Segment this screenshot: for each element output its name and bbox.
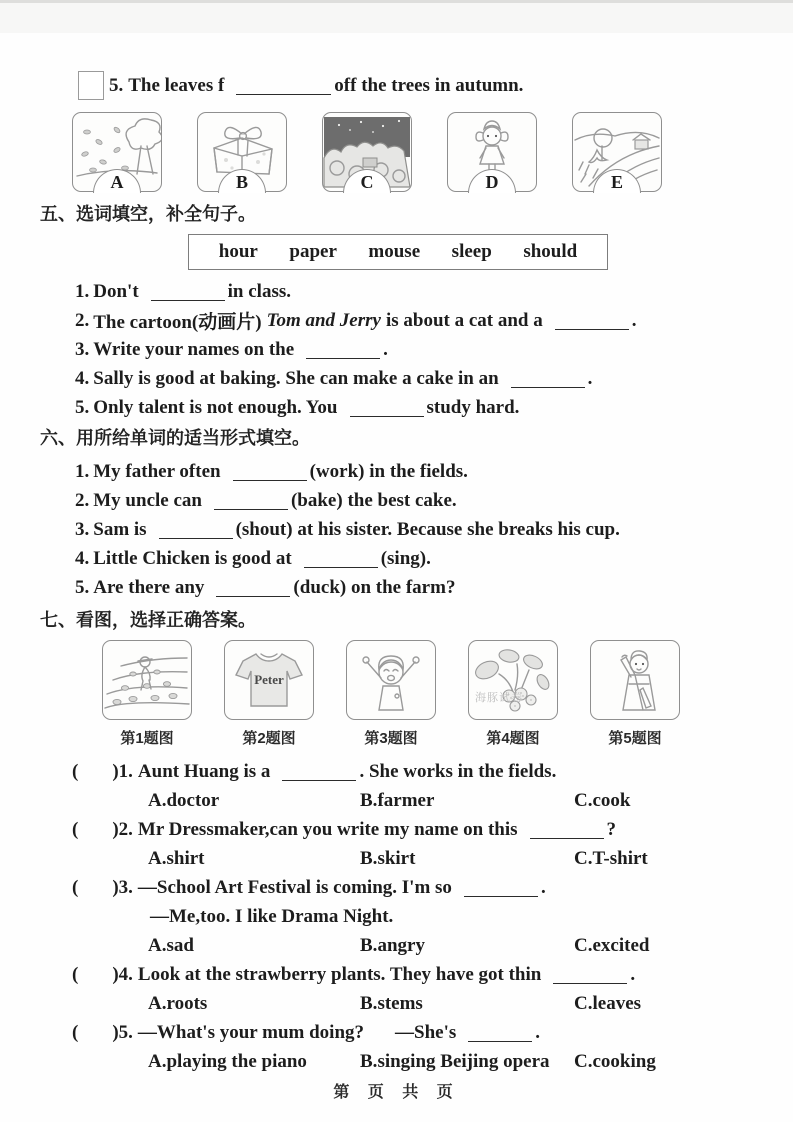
question-line: [72, 1018, 793, 1047]
option-a: [148, 790, 360, 812]
opera-boy-picture: [590, 640, 680, 720]
option-text: sad: [166, 934, 194, 956]
page-footer: 第 页 共 页: [333, 1084, 460, 1101]
answer-blank[interactable]: [530, 821, 604, 839]
question-picture-cell: [103, 640, 191, 748]
text-segment: My father often: [93, 460, 221, 482]
option-a: [148, 1051, 360, 1073]
text-segment: (work) in the fields.: [309, 460, 468, 482]
scan-edge: [0, 0, 793, 33]
answer-bracket-open[interactable]: (: [72, 818, 79, 840]
girl-standing-picture: [447, 112, 537, 192]
text-segment: Don't: [93, 280, 139, 302]
text-segment: (duck) on the farm?: [293, 576, 456, 598]
question-number: 5.: [109, 74, 124, 96]
answer-blank[interactable]: [555, 312, 629, 330]
option-text: cooking: [592, 1050, 656, 1072]
answer-bracket-open[interactable]: (: [72, 1021, 79, 1043]
option-label: A.: [148, 992, 167, 1014]
text-segment: Are there any: [93, 576, 205, 598]
option-text: playing the piano: [166, 1050, 307, 1072]
autumn-tree-picture: [72, 112, 162, 192]
text-segment: Sam is: [93, 518, 147, 540]
option-b: [360, 848, 574, 870]
item-number: 5.: [75, 576, 90, 598]
option-b: [360, 1051, 574, 1073]
answer-bracket-close: ): [112, 963, 119, 985]
answer-blank[interactable]: [159, 521, 233, 539]
text-segment: My uncle can: [93, 489, 202, 511]
option-label: C.: [574, 992, 593, 1014]
fill-blank-item: [75, 335, 793, 364]
section6-heading: 六、用所给单词的适当形式填空。: [40, 428, 310, 448]
question-picture-cell: [347, 640, 435, 748]
text-segment: Write your names on the: [93, 338, 295, 360]
text-segment: The cartoon(动画片): [93, 312, 262, 333]
picture-caption: 第1题图: [120, 730, 174, 747]
options-row: [148, 931, 793, 960]
option-c: [574, 993, 793, 1015]
fill-blank-item: [75, 486, 793, 515]
word-bank-item: should: [523, 241, 578, 262]
answer-blank[interactable]: [236, 77, 331, 95]
multiple-choice-question: [0, 757, 793, 815]
option-text: singing Beijing opera: [377, 1050, 550, 1072]
question-picture-cell: [591, 640, 679, 748]
answer-bracket-close: ): [112, 760, 119, 782]
text-segment: (shout) at his sister. Because she breaks his cup.: [235, 518, 620, 540]
picture-caption: 第2题图: [242, 730, 296, 747]
section7-questions: [0, 757, 793, 1076]
fill-blank-item: [75, 573, 793, 602]
question-number: 5.: [118, 1021, 133, 1043]
answer-blank[interactable]: [350, 399, 424, 417]
picture-letter-label: B: [218, 169, 266, 193]
option-label: A.: [148, 789, 167, 811]
item-number: 4.: [75, 367, 90, 389]
picture-caption: 第4题图: [486, 730, 540, 747]
answer-blank[interactable]: [233, 463, 307, 481]
option-text: shirt: [166, 847, 205, 869]
question-number: 3.: [118, 876, 133, 898]
option-text: stems: [377, 992, 423, 1014]
option-label: C.: [574, 1050, 593, 1072]
option-label: B.: [360, 1050, 378, 1072]
answer-bracket-close: ): [112, 1021, 119, 1043]
answer-blank[interactable]: [282, 763, 356, 781]
options-row: [148, 989, 793, 1018]
question-line: [72, 873, 793, 902]
picture-letter-label: D: [468, 169, 516, 193]
text-segment: Little Chicken is good at: [93, 547, 292, 569]
countryside-picture: [572, 112, 662, 192]
text-segment: Mr Dressmaker,can you write my name on this: [137, 818, 518, 840]
answer-blank[interactable]: [468, 1024, 532, 1042]
section5-items: [0, 277, 793, 422]
answer-blank[interactable]: [306, 341, 380, 359]
options-row: [148, 786, 793, 815]
text-segment: —What's your mum doing?: [137, 1021, 365, 1043]
answer-blank[interactable]: [511, 370, 585, 388]
picture-caption: 第5题图: [608, 730, 662, 747]
option-label: A.: [148, 934, 167, 956]
option-label: A.: [148, 847, 167, 869]
text-segment: (bake) the best cake.: [290, 489, 457, 511]
option-label: C.: [574, 934, 593, 956]
answer-blank[interactable]: [304, 550, 378, 568]
option-label: C.: [574, 789, 593, 811]
section6-items: [0, 457, 793, 602]
strawberry-plant-picture: [468, 640, 558, 720]
question-text: [128, 75, 528, 97]
text-segment: ?: [606, 818, 617, 840]
option-text: skirt: [377, 847, 416, 869]
item-number: 3.: [75, 338, 90, 360]
item-number: 1.: [75, 460, 90, 482]
answer-blank[interactable]: [151, 283, 225, 301]
question-picture-cell: [225, 640, 313, 748]
word-bank-item: paper: [289, 241, 337, 262]
multiple-choice-question: [0, 815, 793, 873]
option-label: C.: [574, 847, 593, 869]
answer-bracket-open[interactable]: (: [72, 963, 79, 985]
text-segment: —She's: [395, 1021, 457, 1043]
svg-text:Peter: Peter: [254, 672, 284, 687]
gift-box-picture: [197, 112, 287, 192]
question-line: [72, 757, 793, 786]
option-label: A.: [148, 1050, 167, 1072]
fill-blank-item: [75, 457, 793, 486]
word-bank-item: hour: [218, 241, 258, 262]
text-segment: Aunt Huang is a: [137, 760, 271, 782]
options-row: [148, 1047, 793, 1076]
option-text: cook: [592, 789, 631, 811]
item-number: 1.: [75, 280, 90, 302]
text-segment: is about a cat and a: [385, 309, 543, 331]
text-segment: .: [540, 876, 546, 898]
excited-girl-picture: [346, 640, 436, 720]
answer-bracket-close: ): [112, 818, 119, 840]
text-segment: .: [383, 338, 388, 360]
text-segment: —School Art Festival is coming. I'm so: [137, 876, 452, 898]
question-number: 2.: [118, 818, 133, 840]
text-segment: Tom and Jerry: [266, 309, 381, 331]
multiple-choice-question: [0, 960, 793, 1018]
question-number: 4.: [118, 963, 133, 985]
option-c: [574, 790, 793, 812]
picture-letter-label: A: [93, 169, 141, 193]
option-text: angry: [377, 934, 425, 956]
answer-blank[interactable]: [216, 579, 290, 597]
item-number: 2.: [75, 489, 90, 511]
option-a: [148, 993, 360, 1015]
answer-blank[interactable]: [214, 492, 288, 510]
item-number: 3.: [75, 518, 90, 540]
text-segment: in class.: [227, 280, 292, 302]
item-number: 4.: [75, 547, 90, 569]
option-c: [574, 935, 793, 957]
option-label: B.: [360, 934, 378, 956]
option-label: B.: [360, 847, 378, 869]
night-flowers-picture: [322, 112, 412, 192]
option-a: [148, 935, 360, 957]
text-segment: .: [535, 1021, 541, 1043]
picture-caption: 第3题图: [364, 730, 418, 747]
option-text: doctor: [166, 789, 220, 811]
options-row: [148, 844, 793, 873]
multiple-choice-question: [0, 1018, 793, 1076]
answer-bracket-close: ): [112, 876, 119, 898]
fill-blank-item: [75, 364, 793, 393]
fill-blank-item: [75, 306, 793, 335]
option-text: T-shirt: [592, 847, 648, 869]
question-line-continued: [150, 902, 793, 931]
question-number: 1.: [118, 760, 133, 782]
text-segment: .: [630, 963, 636, 985]
fill-blank-item: [75, 393, 793, 422]
fill-blank-item: [75, 544, 793, 573]
answer-blank[interactable]: [553, 966, 627, 984]
section5-heading: 五、选词填空，补全句子。: [40, 204, 256, 224]
farmer-field-picture: [102, 640, 192, 720]
word-bank: [188, 234, 608, 270]
text-segment: off the trees in autumn.: [334, 74, 524, 96]
picture-letter-label: E: [593, 169, 641, 193]
tshirt-picture: [224, 640, 314, 720]
text-segment: (sing).: [380, 547, 431, 569]
item-number: 2.: [75, 309, 90, 331]
text-segment: . She works in the fields.: [359, 760, 557, 782]
option-a: [148, 848, 360, 870]
text-segment: Only talent is not enough. You: [93, 396, 338, 418]
text-segment: .: [587, 367, 593, 389]
option-text: farmer: [377, 789, 435, 811]
option-b: [360, 935, 574, 957]
text-segment: study hard.: [426, 396, 520, 418]
section7-heading: 七、看图，选择正确答案。: [40, 610, 256, 630]
fill-blank-item: [75, 515, 793, 544]
text-segment: —Me,too. I like Drama Night.: [150, 905, 394, 927]
question-picture-cell: [469, 640, 557, 748]
picture-letter-label: C: [343, 169, 391, 193]
option-text: excited: [592, 934, 650, 956]
answer-box[interactable]: [78, 71, 104, 100]
option-text: leaves: [592, 992, 642, 1014]
option-c: [574, 1051, 793, 1073]
top-question-line: [78, 71, 793, 100]
text-segment: Sally is good at baking. She can make a cake in an: [93, 367, 499, 389]
text-segment: .: [631, 309, 637, 331]
option-text: roots: [166, 992, 208, 1014]
question-line: [72, 960, 793, 989]
option-label: B.: [360, 992, 378, 1014]
text-segment: Look at the strawberry plants. They have got thin: [137, 963, 542, 985]
watermark-text: 海豚试卷: [475, 692, 523, 704]
answer-bracket-open[interactable]: (: [72, 876, 79, 898]
multiple-choice-question: [0, 873, 793, 960]
picture-options-row: [72, 112, 793, 192]
fill-blank-item: [75, 277, 793, 306]
item-number: 5.: [75, 396, 90, 418]
word-bank-item: sleep: [451, 241, 492, 262]
option-label: B.: [360, 789, 378, 811]
question-line: [72, 815, 793, 844]
answer-blank[interactable]: [464, 879, 538, 897]
option-b: [360, 993, 574, 1015]
section7-pictures-row: [103, 640, 793, 748]
text-segment: The leaves f: [128, 74, 225, 96]
word-bank-item: mouse: [368, 241, 421, 262]
option-b: [360, 790, 574, 812]
answer-bracket-open[interactable]: (: [72, 760, 79, 782]
option-c: [574, 848, 793, 870]
